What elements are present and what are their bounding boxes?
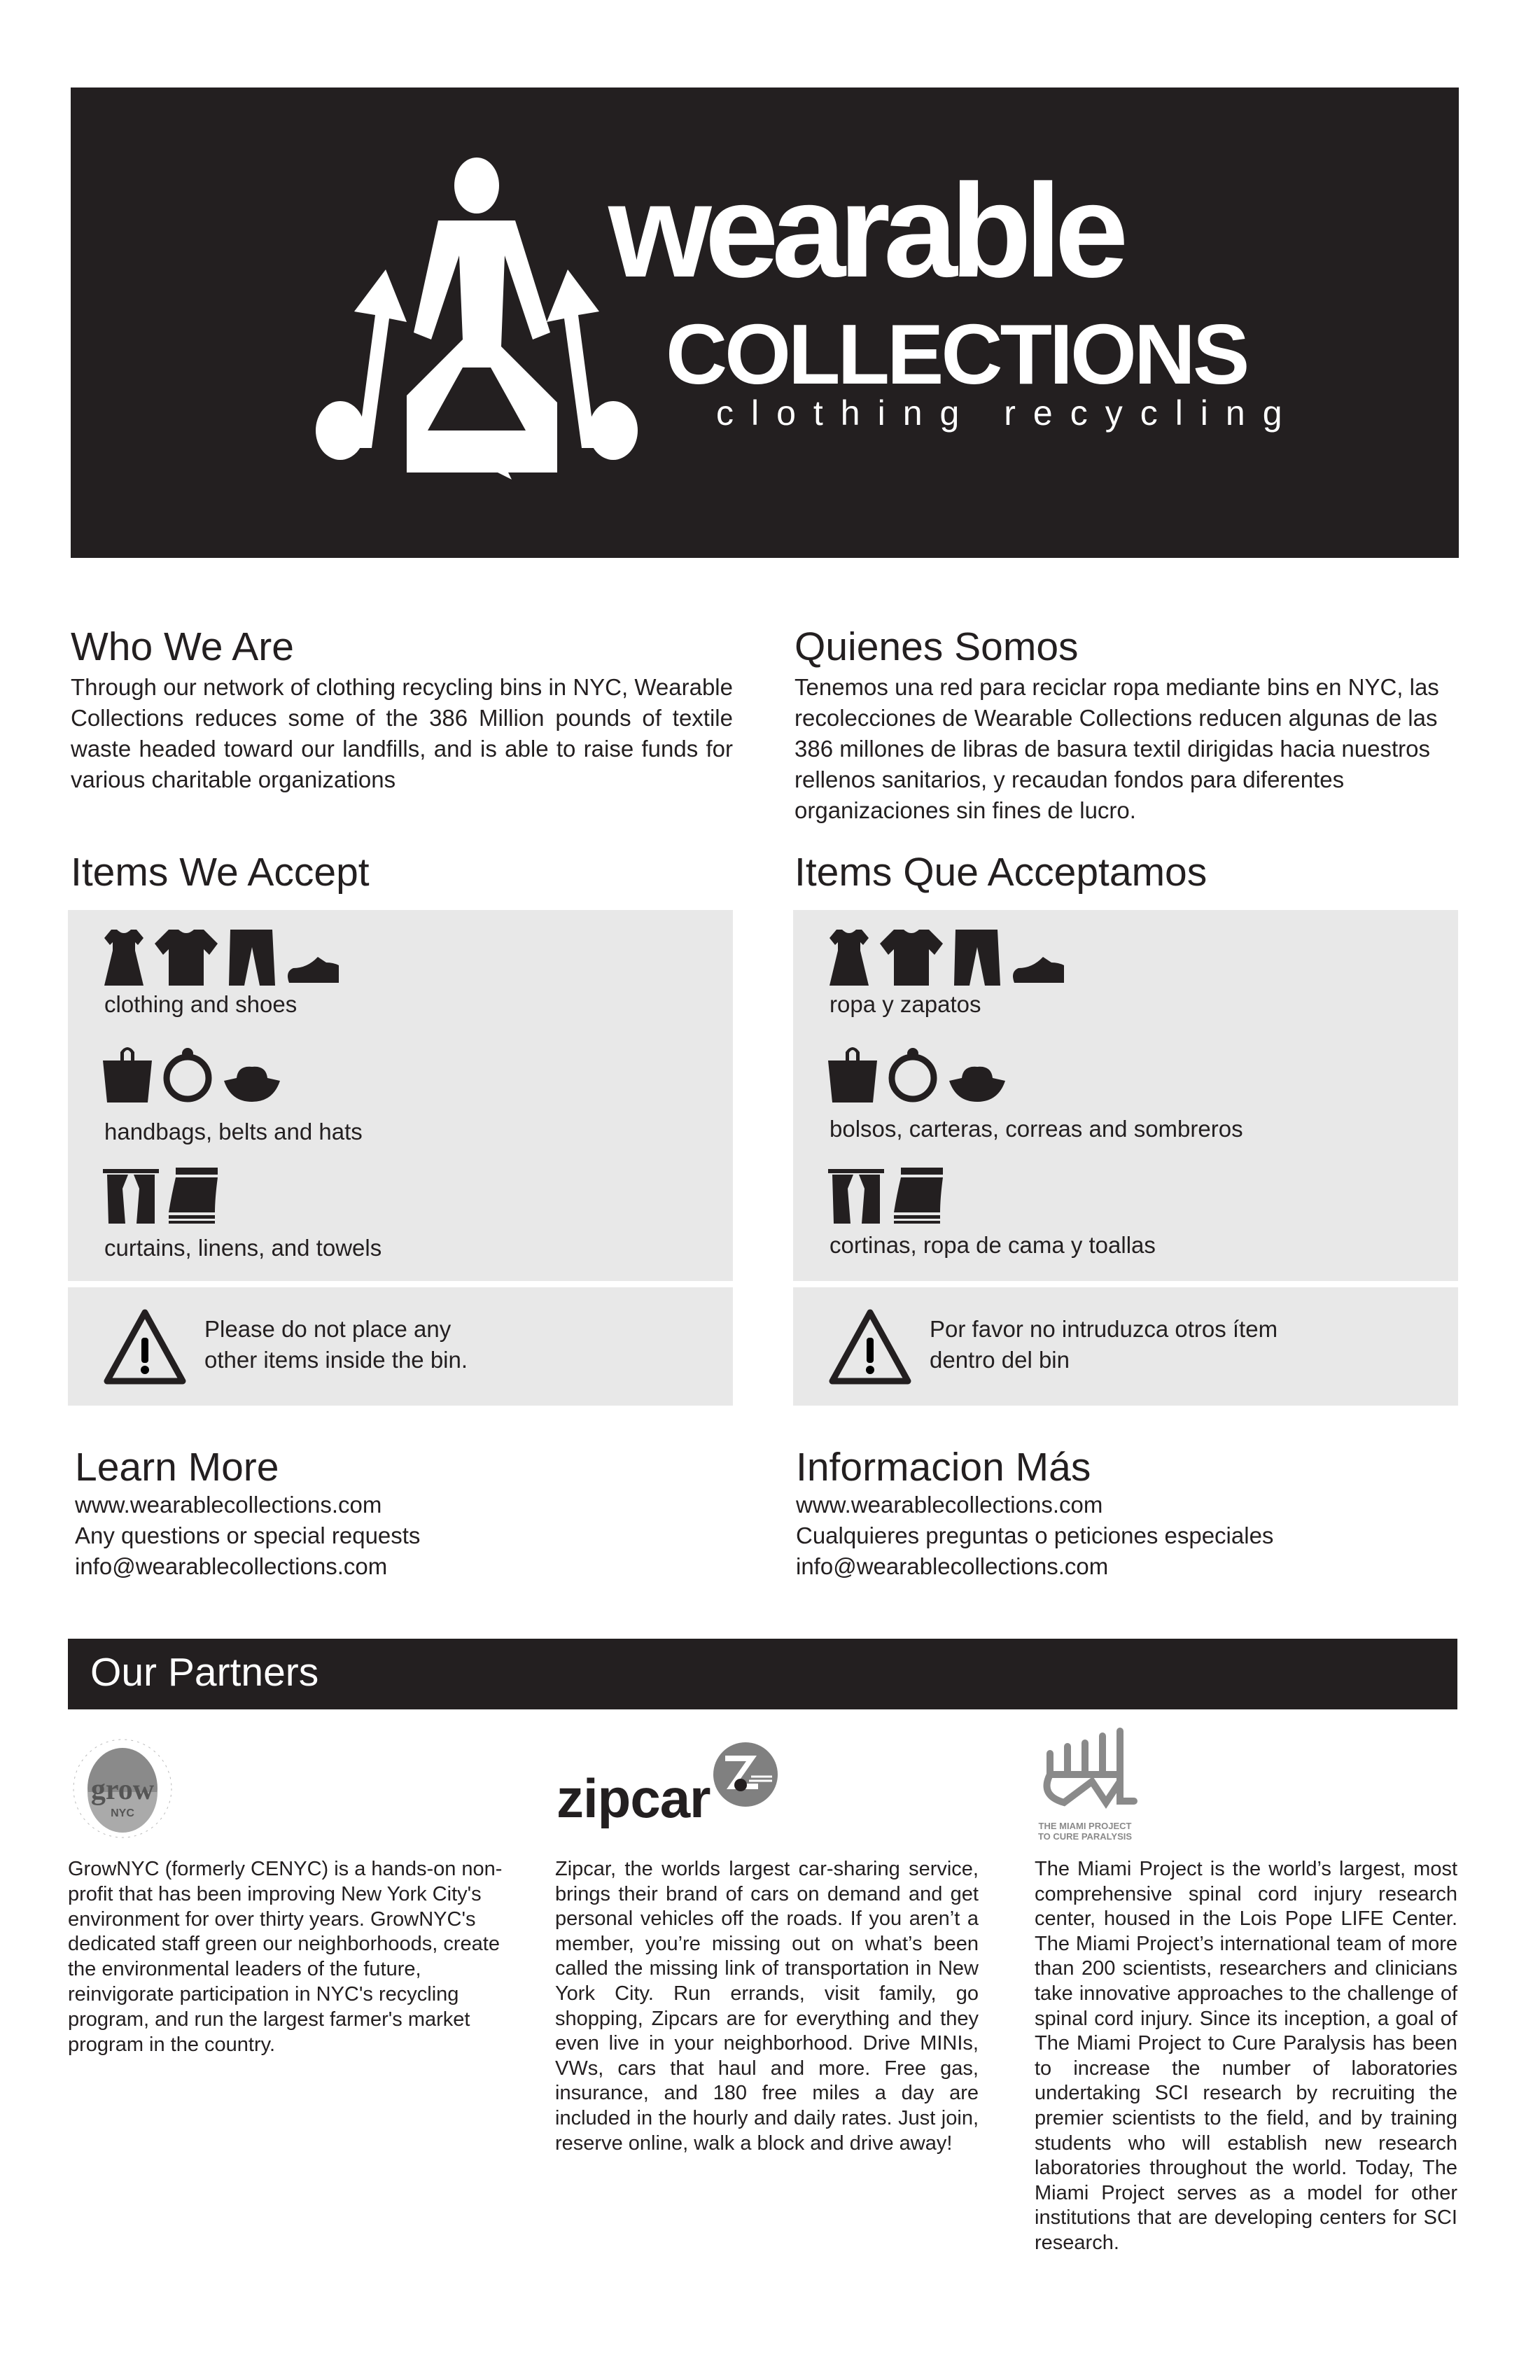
svg-text:TO CURE PARALYSIS: TO CURE PARALYSIS: [1037, 1831, 1133, 1842]
partners-heading: Our Partners: [90, 1650, 319, 1695]
zipcar-logo-icon: [713, 1742, 779, 1808]
quienes-somos-heading: Quienes Somos: [794, 624, 1079, 669]
warning-line: Por favor no intruduzca otros ítem: [930, 1316, 1278, 1342]
warning-text: [930, 1314, 1278, 1376]
shoe-icon: [1011, 954, 1064, 986]
towel-icon: [894, 1168, 943, 1224]
hat-icon: [224, 1064, 280, 1102]
informacion-info: [796, 1490, 1273, 1582]
warning-text: [204, 1314, 468, 1376]
learn-more-heading: Learn More: [75, 1445, 279, 1490]
zipcar-description: Zipcar, the worlds largest car-sharing service, brings their brand of cars on demand and get personal vehicles off the roads. If you aren’t a member, you’re missing out on what’s been called the missing link of transportation in New York City. Run errands, visit family, go shopping, Zipcars are for everything and they even live in your neighborhood. Drive MINIs, VWs, cars that haul and more. Free gas, insurance, and 180 free miles a day are included in the hourly and daily rates. Just join, reserve online, walk a block and drive away!: [555, 1858, 979, 2155]
pants-icon: [953, 930, 1002, 986]
warning-line: dentro del bin: [930, 1347, 1070, 1373]
questions-text: Cualquieres preguntas o peticiones especiales: [796, 1522, 1274, 1548]
svg-text:THE MIAMI PROJECT: THE MIAMI PROJECT: [1038, 1821, 1132, 1831]
curtain-icon: [828, 1168, 884, 1224]
brand-wordmark: wearable: [608, 157, 1122, 305]
questions-text: Any questions or special requests: [75, 1522, 421, 1548]
accepted-items-box: [68, 910, 733, 1281]
miami-project-description: The Miami Project is the world’s largest, most comprehensive spinal cord injury research center, housed in the Lois Pope LIFE Center. The Miami Project’s international team of more than 200 scientists, researchers and clinicians take innovative approaches to the challenge of spinal cord injury. Since its inception, a goal of The Miami Project to Cure Paralysis has been to increase the number of laboratories undertaking SCI research by recruiting the premier scientists to the field, and by training students who will establish new research laboratories throughout the world. Today, The Miami Project serves as a model for other institutions that are developing centers for SCI research.: [1035, 1858, 1457, 2254]
learn-more-info: [75, 1490, 420, 1582]
belt-icon: [887, 1046, 939, 1102]
items-accept-heading: Items We Accept: [71, 850, 370, 895]
grownyc-description: GrowNYC (formerly CENYC) is a hands-on non-profit that has been improving New York City's environment for over thirty years. GrowNYC's dedicated staff green our neighborhoods, create the environmental leaders of the future, reinvigorate participation in NYC's recycling program, and run the largest farmer's market program in the country.: [68, 1858, 503, 2056]
dress-icon: [103, 930, 145, 986]
warning-line: Please do not place any: [204, 1316, 451, 1342]
warning-box: [68, 1287, 733, 1406]
warning-icon: [103, 1308, 187, 1385]
curtain-icon: [103, 1168, 159, 1224]
item-label: ropa y zapatos: [830, 991, 981, 1017]
grownyc-logo: [70, 1729, 175, 1855]
item-label: curtains, linens, and towels: [104, 1235, 382, 1261]
informacion-heading: Informacion Más: [796, 1445, 1091, 1490]
email-link[interactable]: info@wearablecollections.com: [75, 1553, 388, 1579]
items-acceptamos-heading: Items Que Acceptamos: [794, 850, 1208, 895]
item-label: clothing and shoes: [104, 991, 298, 1017]
item-label: handbags, belts and hats: [104, 1119, 363, 1144]
shoe-icon: [286, 954, 339, 986]
email-link[interactable]: info@wearablecollections.com: [796, 1553, 1109, 1579]
tshirt-icon: [155, 930, 218, 986]
recycling-figure-logo: [302, 158, 652, 479]
warning-box-es: [793, 1287, 1458, 1406]
tshirt-icon: [880, 930, 943, 986]
warning-icon: [828, 1308, 912, 1385]
hat-icon: [949, 1064, 1005, 1102]
who-we-are-text: Through our network of clothing recycling bins in NYC, Wearable Collections reduces some of the 386 Million pounds of textile waste headed toward our landfills, and is able to raise funds for various charitable organizations: [71, 674, 733, 792]
warning-line: other items inside the bin.: [204, 1347, 468, 1373]
quienes-somos-text: Tenemos una red para reciclar ropa mediante bins en NYC, las recolecciones de Wearable Collections reducen algunas de las 386 millones de libras de basura textil dirigidas hacia nuestros rellenos sanitarios, y recaudan fondos para diferentes organizaciones sin fines de lucro.: [794, 674, 1439, 823]
item-label: cortinas, ropa de cama y toallas: [830, 1232, 1156, 1258]
svg-text:NYC: NYC: [111, 1807, 134, 1819]
dress-icon: [828, 930, 870, 986]
pants-icon: [227, 930, 276, 986]
item-label: bolsos, carteras, correas and sombreros: [830, 1116, 1243, 1142]
brand-collections: COLLECTIONS: [666, 307, 1247, 402]
brand-tagline: clothing recycling: [716, 393, 1300, 433]
handbag-icon: [103, 1046, 152, 1102]
miami-project-logo: [1036, 1726, 1141, 1851]
towel-icon: [169, 1168, 218, 1224]
accepted-items-box-es: [793, 910, 1458, 1281]
zipcar-logo-text: zipcar: [556, 1768, 710, 1829]
svg-text:grow: grow: [90, 1774, 155, 1806]
handbag-icon: [828, 1046, 877, 1102]
website-link[interactable]: www.wearablecollections.com: [75, 1492, 382, 1518]
partners-bar: [68, 1639, 1457, 1709]
belt-icon: [162, 1046, 214, 1102]
website-link[interactable]: www.wearablecollections.com: [796, 1492, 1103, 1518]
who-we-are-heading: Who We Are: [71, 624, 294, 669]
header-banner: [71, 88, 1459, 558]
